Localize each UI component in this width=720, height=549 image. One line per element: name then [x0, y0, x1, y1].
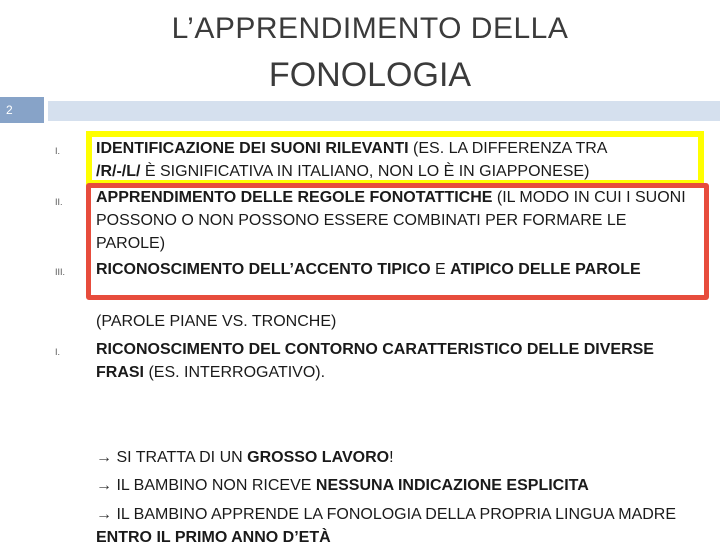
title-line-1: L’APPRENDIMENTO DELLA [171, 12, 569, 45]
item-marker-4: I. [55, 347, 61, 357]
note-3-bold: ENTRO IL PRIMO ANNO D’ETÀ [96, 529, 331, 546]
item-3-mid: E [430, 261, 451, 278]
item-marker-3: III. [55, 267, 66, 277]
item-3-bold-1: RICONOSCIMENTO DELL’ACCENTO TIPICO [96, 261, 431, 278]
slide-number: 2 [0, 97, 44, 123]
item-1-rest: (ES. LA DIFFERENZA TRA [408, 140, 608, 157]
item-3-sub: (PAROLE PIANE VS. TRONCHE) [96, 313, 337, 330]
arrow-right-icon: → [96, 449, 112, 466]
note-2-bold: NESSUNA INDICAZIONE ESPLICITA [315, 477, 589, 494]
list-item-4 [96, 338, 696, 384]
item-3-bold-2: ATIPICO DELLE PAROLE [450, 261, 641, 278]
highlight-box-red [86, 183, 709, 300]
note-1-post: ! [389, 449, 394, 466]
item-4-bold: RICONOSCIMENTO DEL CONTORNO CARATTERISTICO DELLE DIVERSE FRASI [96, 341, 654, 381]
item-marker-1: I. [55, 146, 61, 156]
title-line-2: FONOLOGIA [268, 56, 472, 94]
arrow-right-icon: → [96, 477, 112, 494]
item-4-rest: (ES. INTERROGATIVO). [144, 364, 326, 381]
item-1-line2-rest: È SIGNIFICATIVA IN ITALIANO, NON LO È IN GIAPPONESE) [140, 163, 590, 180]
note-3-pre: IL BAMBINO APPRENDE LA FONOLOGIA DELLA PROPRIA LINGUA MADRE [112, 506, 677, 523]
header-bar [48, 101, 720, 121]
item-1-bold: IDENTIFICAZIONE DEI SUONI RILEVANTI [96, 140, 409, 157]
arrow-right-icon: → [96, 506, 112, 523]
item-1-line2-bold: /R/-/L/ [96, 163, 141, 180]
note-3 [96, 503, 696, 549]
note-2 [96, 474, 696, 497]
item-2-rest: (IL MODO IN CUI I SUONI POSSONO O NON POSSONO ESSERE COMBINATI PER FORMARE LE PAROLE) [96, 189, 686, 252]
item-2-bold: APPRENDIMENTO DELLE REGOLE FONOTATTICHE [96, 189, 493, 206]
item-marker-2: II. [55, 197, 63, 207]
highlight-box-yellow [86, 131, 704, 186]
note-1 [96, 446, 696, 469]
note-1-bold: GROSSO LAVORO [247, 449, 390, 466]
note-1-pre: SI TRATTA DI UN [112, 449, 248, 466]
slide-title [100, 6, 640, 98]
note-2-pre: IL BAMBINO NON RICEVE [112, 477, 316, 494]
